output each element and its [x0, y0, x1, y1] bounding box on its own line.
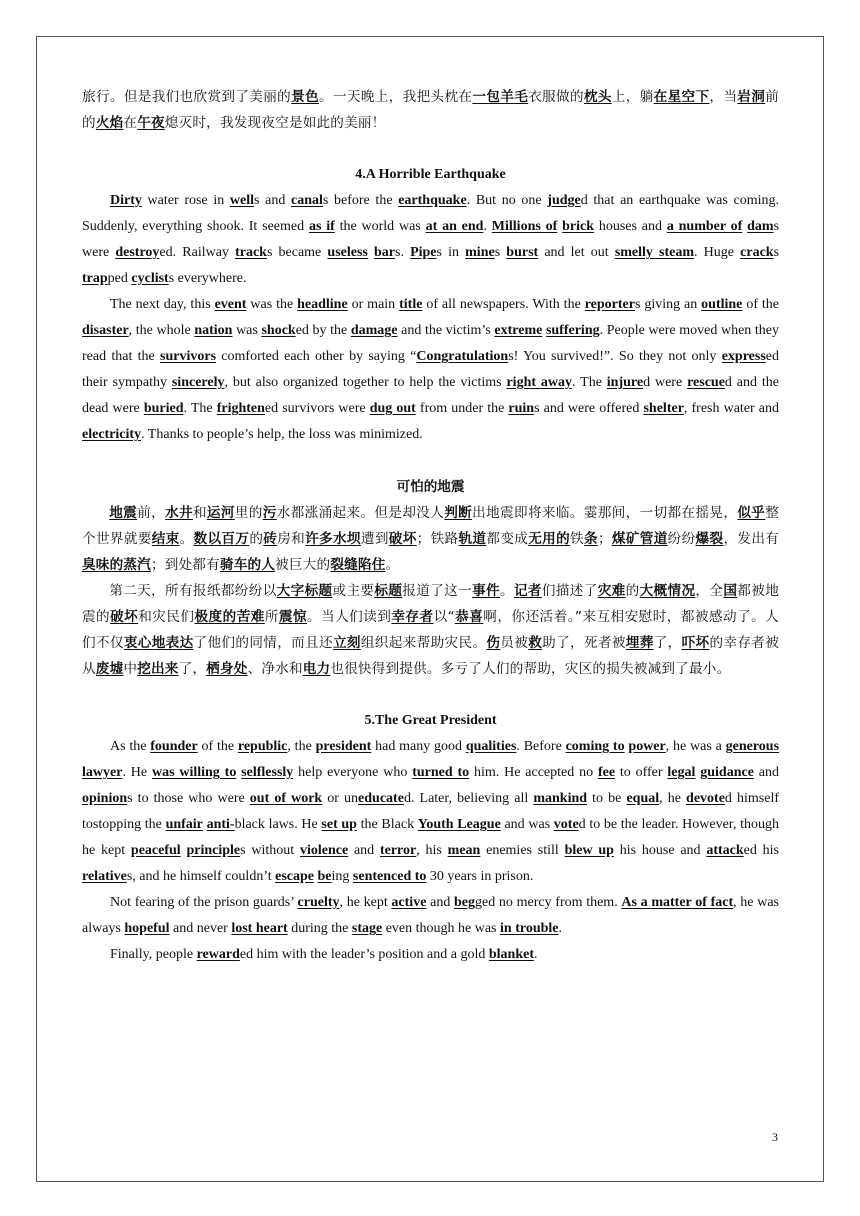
vocab-keyword: rescue	[687, 375, 725, 390]
vocab-keyword: 废墟	[95, 661, 124, 677]
vocab-keyword: Youth League	[417, 817, 501, 832]
vocab-keyword: express	[721, 349, 766, 364]
vocab-keyword: 水井	[165, 505, 193, 521]
vocab-keyword: 破坏	[110, 609, 139, 625]
vocab-keyword: blanket	[488, 947, 534, 962]
vocab-keyword: attack	[706, 843, 744, 858]
vocab-keyword: 灾难	[597, 583, 626, 599]
vocab-keyword: 衷心地表达	[123, 635, 194, 651]
section-4-paragraph-1: Dirty water rose in wells and canals before the earthquake. But no one judged that an earthquake was coming. Suddenly, everything shook. It seemed as if the world was at an end. Millions of brick houses and a number of dams were destroyed. Railway tracks became useless bars. Pipes in mines burst and let out smelly steam. Huge cracks trapped cyclists everywhere.	[82, 193, 780, 286]
vocab-keyword: 运河	[206, 505, 235, 521]
vocab-keyword: stage	[351, 921, 383, 936]
vocab-keyword: violence	[299, 843, 349, 858]
vocab-keyword: headline	[297, 297, 348, 312]
vocab-keyword: disaster	[82, 323, 129, 338]
vocab-keyword: devote	[686, 791, 725, 806]
vocab-keyword: ruin	[508, 401, 535, 416]
vocab-keyword: electricity	[82, 427, 142, 442]
vocab-keyword: track	[235, 245, 267, 260]
vocab-keyword: suffering	[545, 323, 600, 338]
section-5-paragraph-3: Finally, people rewarded him with the leader’s position and a gold blanket.	[110, 947, 538, 962]
vocab-keyword: 爆裂	[695, 531, 724, 547]
vocab-keyword: qualities	[465, 739, 517, 754]
vocab-keyword: survivors	[160, 349, 217, 364]
vocab-keyword: vote	[553, 817, 579, 832]
section-5-paragraph-1: As the founder of the republic, the president had many good qualities. Before coming to power, he was a generous lawyer. He was willing to selflessly help everyone who turned to him. He accepted no fee to offer legal guidance and opinions to those who were out of work or uneducated. Later, believing all mankind to be equal, he devoted himself tostopping the unfair anti-black laws. He set up the Black Youth League and was voted to be the leader. However, though he kept peaceful principles without violence and terror, his mean enemies still blew up his house and attacked his relatives, and he himself couldn’t escape being sentenced to 30 years in prison.	[82, 739, 780, 884]
vocab-keyword: crack	[740, 245, 774, 260]
vocab-keyword: founder	[150, 739, 198, 754]
vocab-keyword: 条	[583, 531, 598, 547]
vocab-keyword: shelter	[643, 401, 684, 416]
vocab-keyword: legal	[667, 765, 696, 780]
vocab-keyword: peaceful	[130, 843, 181, 858]
vocab-keyword: 判断	[444, 505, 473, 521]
section-4-chinese-title: 可怕的地震	[396, 479, 465, 495]
vocab-keyword: 数以百万	[193, 531, 250, 547]
vocab-keyword: smelly steam	[614, 245, 695, 260]
vocab-keyword: 救	[528, 635, 543, 651]
vocab-keyword: 事件	[472, 583, 500, 599]
vocab-keyword: event	[214, 297, 247, 312]
vocab-keyword: set up	[321, 817, 357, 832]
vocab-keyword: nation	[194, 323, 233, 338]
vocab-keyword: fee	[597, 765, 616, 780]
vocab-keyword: 许多水坝	[305, 531, 361, 547]
vocab-keyword: 电力	[302, 661, 331, 677]
vocab-keyword: 震惊	[278, 609, 307, 625]
vocab-keyword: trap	[82, 271, 108, 286]
vocab-keyword: 破坏	[388, 531, 417, 547]
vocab-keyword: bar	[374, 245, 395, 260]
vocab-keyword: dam	[747, 219, 774, 234]
vocab-keyword: mean	[447, 843, 481, 858]
vocab-keyword: educate	[358, 791, 404, 806]
vocab-keyword: 伤	[486, 635, 501, 651]
vocab-keyword: in trouble	[500, 921, 559, 936]
vocab-keyword: blew up	[564, 843, 614, 858]
vocab-keyword: 煤矿管道	[611, 531, 668, 547]
vocab-keyword: turned to	[412, 765, 470, 780]
vocab-keyword: dug out	[369, 401, 416, 416]
vocab-keyword: 轨道	[458, 531, 487, 547]
vocab-keyword: 结束	[151, 531, 180, 547]
vocab-keyword: earthquake	[398, 193, 467, 208]
vocab-keyword: as if	[308, 219, 335, 234]
vocab-keyword: 污	[262, 505, 277, 521]
vocab-keyword: outline	[701, 297, 743, 312]
vocab-keyword: hopeful	[124, 921, 170, 936]
vocab-keyword: 午夜	[137, 115, 165, 131]
vocab-keyword: title	[399, 297, 423, 312]
vocab-keyword: injure	[606, 375, 644, 390]
vocab-keyword: anti-	[206, 817, 235, 832]
vocab-keyword: be	[317, 869, 332, 884]
vocab-keyword: extreme	[494, 323, 543, 338]
vocab-keyword: terror	[379, 843, 417, 858]
vocab-keyword: 骑车的人	[219, 557, 276, 573]
vocab-keyword: escape	[275, 869, 315, 884]
vocab-keyword: 裂缝陷住	[330, 557, 386, 573]
vocab-keyword: generous	[725, 739, 780, 754]
vocab-keyword: cyclist	[131, 271, 169, 286]
vocab-keyword: sincerely	[171, 375, 225, 390]
section-4-title: 4.A Horrible Earthquake	[355, 167, 506, 182]
vocab-keyword: a number of	[666, 219, 743, 234]
section-5-title: 5.The Great President	[364, 713, 497, 728]
vocab-keyword: 岩洞	[737, 89, 766, 105]
vocab-keyword: Millions of	[491, 219, 558, 234]
vocab-keyword: mankind	[533, 791, 588, 806]
vocab-keyword: As a matter of fact	[621, 895, 734, 910]
vocab-keyword: 大概情况	[639, 583, 696, 599]
vocab-keyword: beg	[454, 895, 476, 910]
vocab-keyword: useless	[327, 245, 368, 260]
vocab-keyword: equal	[626, 791, 660, 806]
vocab-keyword: 记者	[513, 583, 542, 599]
vocab-keyword: 埋葬	[625, 635, 654, 651]
vocab-keyword: shock	[261, 323, 296, 338]
vocab-keyword: 一包羊毛	[472, 89, 529, 105]
page-number: 3	[772, 1130, 778, 1144]
vocab-keyword: 栖身处	[206, 661, 248, 677]
vocab-keyword: power	[628, 739, 666, 754]
vocab-keyword: active	[391, 895, 427, 910]
section-4-chinese-paragraph-2: 第二天，所有报纸都纷纷以大字标题或主要标题报道了这一事件。记者们描述了灾难的大概情况，全国都被地震的破坏和灾民们极度的苦难所震惊。当人们读到幸存者以“恭喜啊，你还活着。”来互相安慰时，都被感动了。人们不仅衷心地表达了他们的同情，而且还立刻组织起来帮助灾民。伤员被救助了，死者被埋葬了，吓坏的幸存者被从废墟中挖出来了，栖身处、净水和电力也很快得到提供。多亏了人们的帮助，灾区的损失被减到了最小。	[82, 583, 780, 677]
vocab-keyword: president	[315, 739, 372, 754]
vocab-keyword: 枕头	[583, 89, 612, 105]
section-4-paragraph-2: The next day, this event was the headline or main title of all newspapers. With the reporters giving an outline of the disaster, the whole nation was shocked by the damage and the victim’s extreme suffering. People were moved when they read that the survivors comforted each other by saying “Congratulations! You survived!”. So they not only expressed their sympathy sincerely, but also organized together to help the victims right away. The injured were rescued and the dead were buried. The frightened survivors were dug out from under the ruins and were offered shelter, fresh water and electricity. Thanks to people’s help, the loss was minimized.	[82, 297, 780, 442]
vocab-keyword: burst	[506, 245, 539, 260]
vocab-keyword: 大字标题	[276, 583, 333, 599]
vocab-keyword: 恭喜	[454, 609, 484, 625]
vocab-keyword: 国	[723, 583, 738, 599]
section-5-paragraph-2: Not fearing of the prison guards’ cruelty, he kept active and begged no mercy from them. As a matter of fact, he was always hopeful and never lost heart during the stage even though he was in trouble.	[82, 895, 779, 936]
vocab-keyword: 在	[653, 89, 668, 105]
vocab-keyword: 挖出来	[137, 661, 179, 677]
vocab-keyword: buried	[143, 401, 184, 416]
vocab-keyword: 火焰	[95, 115, 124, 131]
vocab-keyword: 无用的	[528, 531, 571, 547]
vocab-keyword: mine	[465, 245, 495, 260]
vocab-keyword: sentenced to	[352, 869, 427, 884]
vocab-keyword: brick	[562, 219, 595, 234]
vocab-keyword: was willing to	[151, 765, 237, 780]
vocab-keyword: 砖	[263, 531, 278, 547]
vocab-keyword: 臭味的蒸汽	[82, 557, 151, 573]
vocab-keyword: reporter	[584, 297, 635, 312]
vocab-keyword: lost heart	[231, 921, 288, 936]
vocab-keyword: relative	[82, 869, 127, 884]
vocab-keyword: damage	[350, 323, 398, 338]
vocab-keyword: opinion	[82, 791, 128, 806]
top-chinese-paragraph: 旅行。但是我们也欣赏到了美丽的景色。一天晚上，我把头枕在一包羊毛衣服做的枕头上，躺在星空下，当岩洞前的火焰在午夜熄灭时，我发现夜空是如此的美丽！	[82, 89, 779, 131]
vocab-keyword: right away	[506, 375, 573, 390]
vocab-keyword: 地震	[109, 505, 138, 521]
vocab-keyword: Pipe	[410, 245, 437, 260]
vocab-keyword: principle	[186, 843, 241, 858]
vocab-keyword: Congratulation	[416, 349, 509, 364]
vocab-keyword: 似乎	[737, 505, 766, 521]
vocab-keyword: 极度的苦难	[194, 609, 265, 625]
vocab-keyword: guidance	[700, 765, 754, 780]
vocab-keyword: 景色	[291, 89, 320, 105]
vocab-keyword: 吓坏	[681, 635, 710, 651]
vocab-keyword: lawyer	[82, 765, 123, 780]
vocab-keyword: selflessly	[241, 765, 294, 780]
vocab-keyword: coming to	[565, 739, 625, 754]
vocab-keyword: frighten	[216, 401, 265, 416]
vocab-keyword: 星空下	[667, 89, 710, 105]
vocab-keyword: unfair	[165, 817, 203, 832]
vocab-keyword: Dirty	[110, 193, 142, 208]
vocab-keyword: republic	[237, 739, 288, 754]
vocab-keyword: reward	[196, 947, 240, 962]
vocab-keyword: at an end	[425, 219, 484, 234]
vocab-keyword: canal	[291, 193, 323, 208]
vocab-keyword: 立刻	[332, 635, 361, 651]
page-content	[82, 84, 779, 968]
section-4-chinese-paragraph-1: 地震前，水井和运河里的污水都涨涌起来。但是却没人判断出地震即将来临。霎那间，一切都在摇晃，似乎整个世界就要结束。数以百万的砖房和许多水坝遭到破坏；铁路轨道都变成无用的铁条；煤矿管道纷纷爆裂，发出有臭味的蒸汽；到处都有骑车的人被巨大的裂缝陷住。	[82, 505, 780, 573]
vocab-keyword: destroy	[115, 245, 160, 260]
vocab-keyword: well	[229, 193, 254, 208]
vocab-keyword: out of work	[249, 791, 323, 806]
vocab-keyword: judge	[547, 193, 581, 208]
vocab-keyword: cruelty	[297, 895, 340, 910]
vocab-keyword: 幸存者	[391, 609, 434, 625]
vocab-keyword: 标题	[374, 583, 403, 599]
